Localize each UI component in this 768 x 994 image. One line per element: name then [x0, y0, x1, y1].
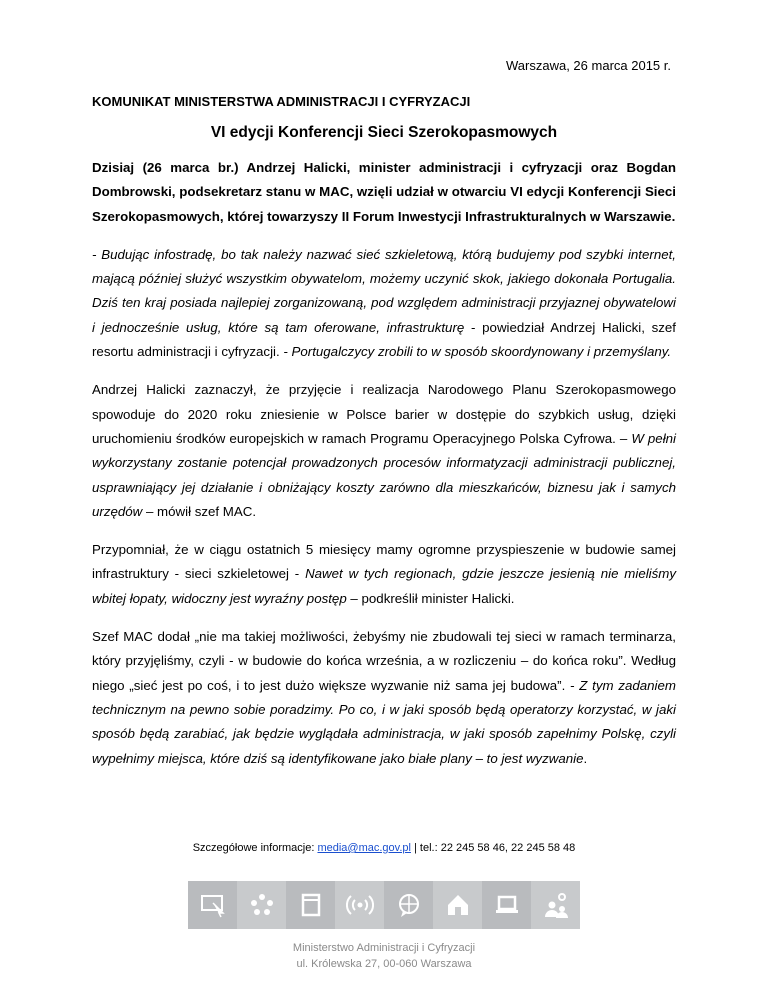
quote-text: Nawet w tych regionach, gdzie jeszcze jesienią nie mieliśmy wbitej łopaty, widoczny jest wyraźny postęp: [92, 566, 677, 606]
document-icon: [286, 881, 335, 929]
people-gears-icon: [531, 881, 580, 929]
paragraph-4: [92, 625, 676, 771]
network-dots-icon: [237, 881, 286, 929]
paragraph-text: Andrzej Halicki zaznaczył, że przyjęcie i realizacja Narodowego Planu Szerokopasmowego spowoduje do 2020 roku zniesienie w Polsce barier w dostępie do szybkich usług, dzięki uruchomieniu środków europejskich w ramach Programu Operacyjnego Polska Cyfrowa. –: [92, 382, 676, 446]
paragraph-text: – mówił szef MAC.: [142, 503, 257, 519]
ministry-icon-bar: [188, 881, 580, 929]
document-title: VI edycji Konferencji Sieci Szerokopasmowych: [210, 124, 558, 141]
quote-text: - Budując infostradę, bo tak należy nazwać sieć szkieletową, którą budujemy pod szybki internet, mającą później służyć wszystkim obywatelom, możemy uczynić skok, jakiego dokonała Portugalia. Dziś ten kraj posiada najlepiej zorganizowaną, pod względem administracji przyjaznej obywatelowi i jednocześnie usług, które są tam oferowane, infrastrukturę: [92, 246, 676, 335]
laptop-icon: [482, 881, 531, 929]
screen-cursor-icon: [188, 881, 237, 929]
paragraph-text: Przypomniał, że w ciągu ostatnich 5 miesięcy mamy ogromne przyspieszenie w budowie samej infrastruktury - sieci szkieletowej -: [92, 542, 676, 582]
ministry-street: ul. Królewska 27, 00-060 Warszawa: [296, 958, 472, 970]
paragraph-2: [92, 378, 676, 524]
wireless-signal-icon: [335, 881, 384, 929]
ministry-address: [0, 940, 768, 972]
document-body: [92, 156, 676, 785]
paragraph-3: [92, 538, 676, 611]
email-link[interactable]: media@mac.gov.pl: [317, 842, 411, 854]
house-icon: [433, 881, 482, 929]
document-date: Warszawa, 26 marca 2015 r.: [506, 58, 671, 73]
document-heading: KOMUNIKAT MINISTERSTWA ADMINISTRACJI I CYFRYZACJI: [92, 94, 471, 109]
quote-text: - Portugalczycy zrobili to w sposób skoordynowany i przemyślany.: [283, 344, 672, 360]
paragraph-1: [92, 243, 676, 364]
contact-phones: | tel.: 22 245 58 46, 22 245 58 48: [410, 842, 576, 854]
contact-info: [0, 842, 768, 854]
quote-text: - Z tym zadaniem technicznym na pewno sobie poradzimy. Po co, i w jaki sposób będą operatorzy korzystać, w jaki sposób będą zarabiać, jak będzie wyglądała administracja, w jaki sposób zapełnimy Polskę, czyli wypełnimy miejsca, które dziś są identyfikowane jako białe plany – to jest wyzwanie: [92, 677, 676, 766]
paragraph-text: - powiedział Andrzej Halicki, szef resortu administracji i cyfryzacji.: [92, 319, 677, 360]
quote-text: W pełni wykorzystany zostanie potencjał prowadzonych procesów informatyzacji administracji publicznej, usprawniający jej działanie i obniżający koszty zarówno dla mieszkańców, biznesu jak i samych urzędów: [92, 430, 677, 519]
lead-paragraph: Dzisiaj (26 marca br.) Andrzej Halicki, minister administracji i cyfryzacji oraz Bogdan Dombrowski, podsekretarz stanu w MAC, wzięli udział w otwarciu VI edycji Konferencji Sieci Szerokopasmowych, której towarzyszy II Forum Inwestycji Infrastrukturalnych w Warszawie.: [92, 160, 676, 224]
chat-globe-icon: [384, 881, 433, 929]
paragraph-text: Szef MAC dodał „nie ma takiej możliwości, żebyśmy nie zbudowali tej sieci w ramach terminarza, który przyjęliśmy, czyli - w budowie do końca września, a w rozliczeniu – do końca roku”. Według niego „sieć jest po coś, i to jest dużo większe wyzwanie niż sama jej budowa”.: [92, 629, 676, 693]
contact-prefix: Szczegółowe informacje:: [192, 842, 318, 854]
paragraph-text: – podkreślił minister Halicki.: [346, 590, 515, 606]
paragraph-text: .: [583, 750, 588, 766]
ministry-name: Ministerstwo Administracji i Cyfryzacji: [292, 942, 476, 954]
